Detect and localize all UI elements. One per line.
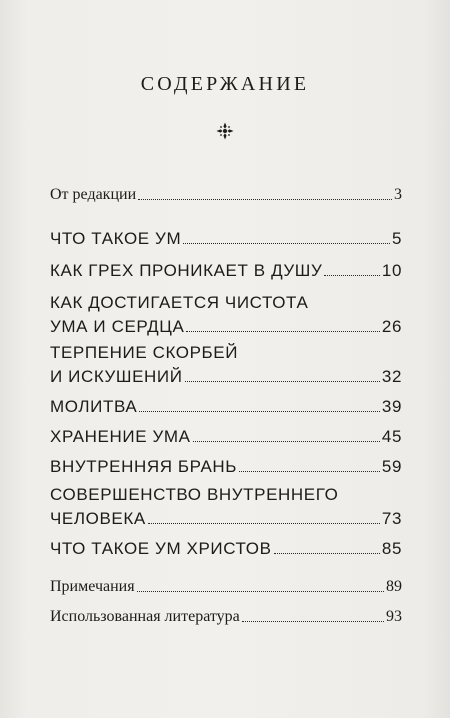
toc-entry-title: От редакции — [50, 186, 137, 203]
toc-entry-patience[interactable] — [50, 366, 402, 388]
toc-entry-title: Примечания — [50, 578, 135, 595]
leader-dots — [185, 381, 380, 382]
toc-entry-perfection[interactable] — [50, 508, 402, 530]
leader-dots — [193, 441, 380, 442]
toc-entry-title: Использованная литература — [50, 608, 240, 625]
toc-entry-inner-warfare[interactable] — [50, 456, 402, 478]
fleuron-cross-icon — [216, 122, 234, 140]
toc-entry-notes[interactable] — [50, 576, 402, 598]
toc-entry-mind-of-christ[interactable] — [50, 538, 402, 560]
toc-entry-what-is-mind[interactable] — [50, 228, 402, 250]
toc-page-number: 89 — [386, 578, 402, 595]
leader-dots — [138, 199, 392, 200]
toc-entry-foreword[interactable] — [50, 184, 402, 206]
toc-entry-title: КАК ГРЕХ ПРОНИКАЕТ В ДУШУ — [50, 261, 323, 280]
toc-page-number: 59 — [381, 457, 402, 476]
toc-page-number: 10 — [381, 261, 402, 280]
toc-entry-title-line1: КАК ДОСТИГАЕТСЯ ЧИСТОТА — [50, 293, 309, 312]
toc-entry-guarding-mind[interactable] — [50, 426, 402, 448]
toc-page-number: 85 — [381, 539, 402, 558]
leader-dots — [186, 331, 379, 332]
toc-page-number: 5 — [391, 229, 402, 248]
leader-dots — [242, 621, 384, 622]
toc-page-number: 73 — [381, 509, 402, 528]
leader-dots — [274, 553, 380, 554]
toc-page-number: 93 — [386, 608, 402, 625]
toc-entry-purity[interactable] — [50, 316, 402, 338]
page-title: СОДЕРЖАНИЕ — [140, 73, 310, 95]
toc-entry-title: ЧТО ТАКОЕ УМ ХРИСТОВ — [50, 539, 272, 558]
toc-entry-title: МОЛИТВА — [50, 397, 138, 416]
leader-dots — [148, 523, 380, 524]
toc-page-number: 45 — [381, 427, 402, 446]
toc-page-number: 3 — [394, 186, 402, 203]
toc-entry-title: ЧТО ТАКОЕ УМ — [50, 229, 182, 248]
toc-entry-how-sin-enters[interactable] — [50, 260, 402, 282]
toc-entry-title-line1: ТЕРПЕНИЕ СКОРБЕЙ — [50, 343, 239, 362]
toc-entry-title: УМА И СЕРДЦА — [50, 317, 185, 336]
toc-entry-title: ЧЕЛОВЕКА — [50, 509, 146, 528]
leader-dots — [139, 411, 380, 412]
leader-dots — [239, 471, 380, 472]
toc-entry-prayer[interactable] — [50, 396, 402, 418]
toc-page-number: 32 — [381, 367, 402, 386]
toc-entry-title: И ИСКУШЕНИЙ — [50, 367, 183, 386]
toc-entry-title-line1: СОВЕРШЕНСТВО ВНУТРЕННЕГО — [50, 485, 339, 504]
toc-page-number: 26 — [381, 317, 402, 336]
toc-entry-title: ХРАНЕНИЕ УМА — [50, 427, 191, 446]
leader-dots — [324, 275, 380, 276]
leader-dots — [183, 243, 390, 244]
leader-dots — [137, 591, 384, 592]
toc-entry-bibliography[interactable] — [50, 606, 402, 628]
toc-page-number: 39 — [381, 397, 402, 416]
toc-entry-title: ВНУТРЕННЯЯ БРАНЬ — [50, 457, 238, 476]
